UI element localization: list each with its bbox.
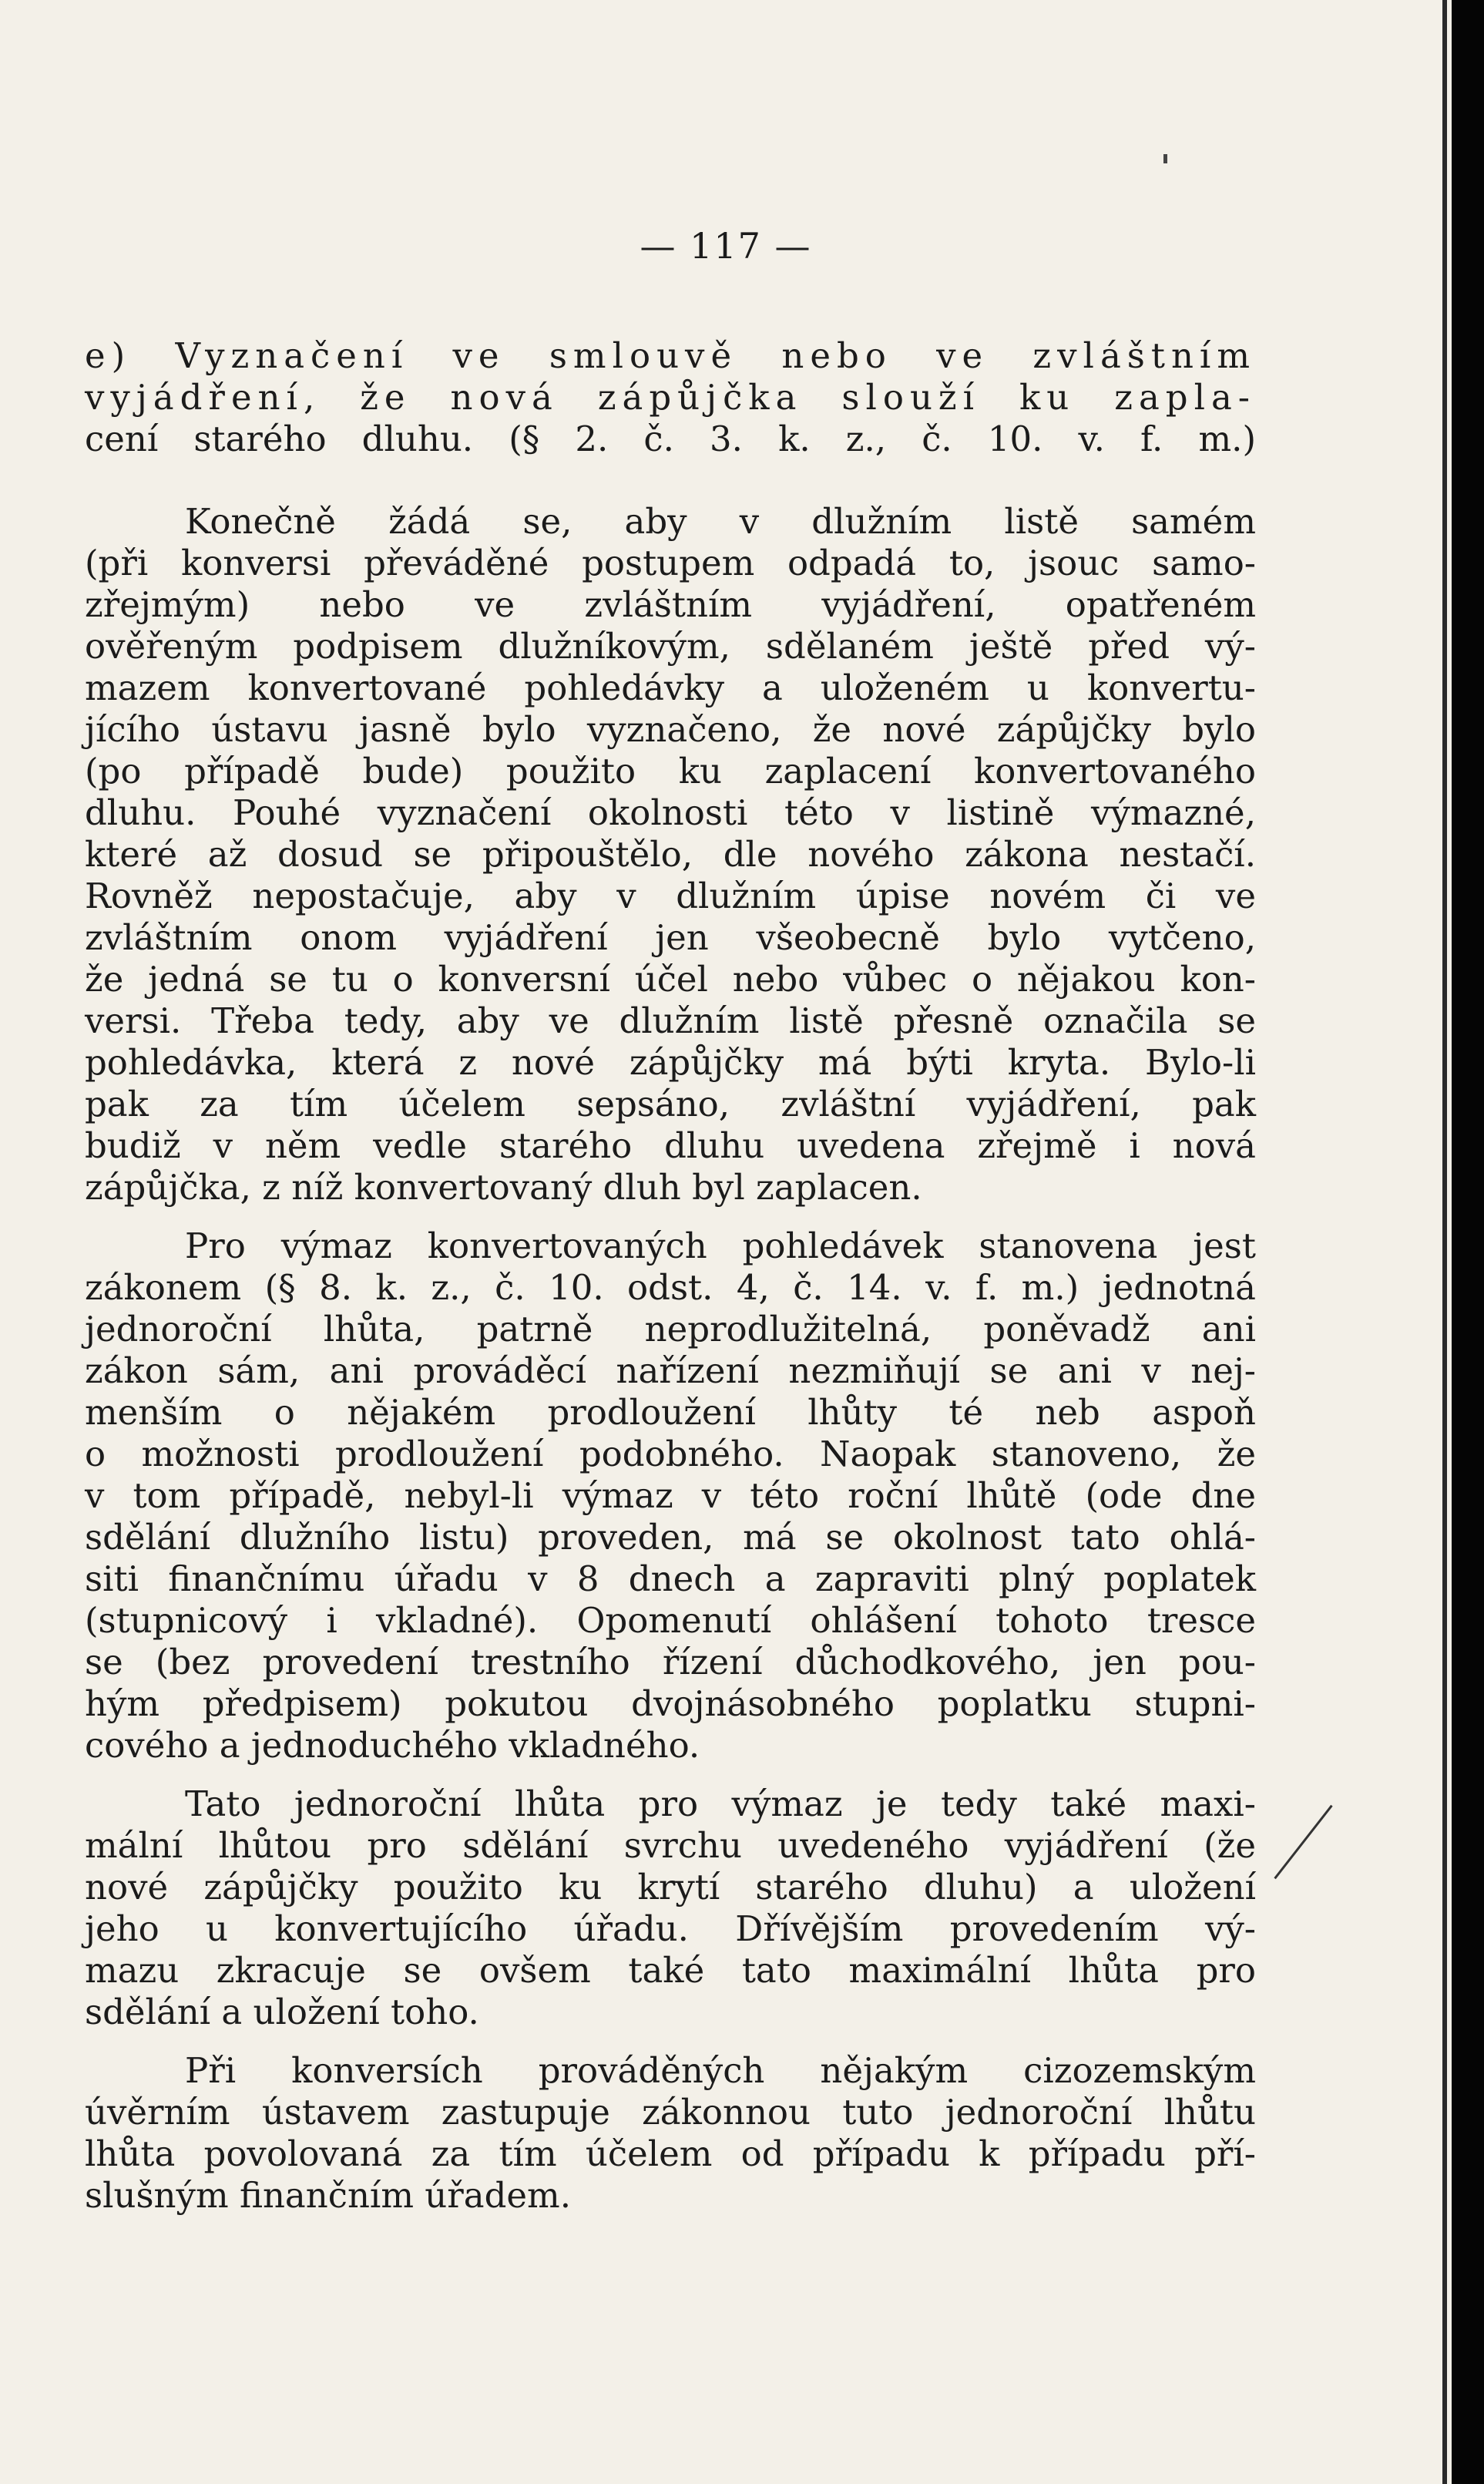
text-line: nové zápůjčky použito ku krytí starého dluhu) a uložení (85, 1867, 1256, 1908)
text-line: lhůta povolovaná za tím účelem od případu k případu pří- (85, 2133, 1256, 2174)
text-line: (stupnicový i vkladné). Opomenutí ohlášení tohoto tresce (85, 1600, 1256, 1641)
text-line: menším o nějakém prodloužení lhůty té neb aspoň (85, 1392, 1256, 1433)
page-edge-shadow (1442, 0, 1447, 2484)
text-line: které až dosud se připouštělo, dle nového zákona nestačí. (85, 834, 1256, 875)
margin-pencil-mark (1274, 1805, 1332, 1879)
text-line: sdělání dlužního listu) proveden, má se okolnost tato ohlá- (85, 1517, 1256, 1558)
page-number: — 117 — (640, 225, 812, 267)
text-line: Tato jednoroční lhůta pro výmaz je tedy také maxi- (185, 1783, 1256, 1824)
text-line: o možnosti prodloužení podobného. Naopak stanoveno, že (85, 1434, 1256, 1474)
text-line: zápůjčka, z níž konvertovaný dluh byl zaplacen. (85, 1167, 922, 1208)
text-line: Pro výmaz konvertovaných pohledávek stanovena jest (185, 1225, 1256, 1266)
scan-border (1452, 0, 1484, 2484)
text-line: dluhu. Pouhé vyznačení okolnosti této v listině výmazné, (85, 792, 1256, 833)
text-line: e) Vyznačení ve smlouvě nebo ve zvláštním (85, 335, 1256, 376)
text-line: Rovněž nepostačuje, aby v dlužním úpise novém či ve (85, 876, 1256, 916)
text-line: zřejmým) nebo ve zvláštním vyjádření, opatřeném (85, 584, 1256, 625)
text-line: že jedná se tu o konversní účel nebo vůbec o nějakou kon- (85, 959, 1256, 1000)
text-line: hým předpisem) pokutou dvojnásobného poplatku stupni- (85, 1683, 1256, 1724)
text-line: cení starého dluhu. (§ 2. č. 3. k. z., č. 10. v. f. m.) (85, 418, 1256, 459)
text-line: (při konversi převáděné postupem odpadá to, jsouc samo- (85, 543, 1256, 583)
text-line: mální lhůtou pro sdělání svrchu uvedeného vyjádření (že (85, 1825, 1256, 1866)
text-line: versi. Třeba tedy, aby ve dlužním listě přesně označila se (85, 1000, 1256, 1041)
text-line: ověřeným podpisem dlužníkovým, sdělaném ještě před vý- (85, 626, 1256, 667)
text-line: siti finančnímu úřadu v 8 dnech a zapraviti plný poplatek (85, 1558, 1256, 1599)
text-line: Při konversích prováděných nějakým cizozemským (185, 2050, 1256, 2091)
text-line: v tom případě, nebyl-li výmaz v této roční lhůtě (ode dne (85, 1475, 1256, 1516)
text-line: jeho u konvertujícího úřadu. Dřívějším provedením vý- (85, 1908, 1256, 1949)
text-line: jícího ústavu jasně bylo vyznačeno, že nové zápůjčky bylo (85, 709, 1256, 750)
scan-speck (1163, 154, 1167, 163)
text-line: jednoroční lhůta, patrně neprodlužitelná, poněvadž ani (85, 1309, 1256, 1350)
text-line: pohledávka, která z nové zápůjčky má býti kryta. Bylo-li (85, 1042, 1256, 1083)
text-line: zákonem (§ 8. k. z., č. 10. odst. 4, č. 14. v. f. m.) jednotná (85, 1267, 1256, 1308)
text-line: cového a jednoduchého vkladného. (85, 1725, 700, 1766)
text-line: zákon sám, ani prováděcí nařízení nezmiňují se ani v nej- (85, 1350, 1256, 1391)
text-line: mazem konvertované pohledávky a uloženém u konvertu- (85, 667, 1256, 708)
text-line: úvěrním ústavem zastupuje zákonnou tuto jednoroční lhůtu (85, 2092, 1256, 2133)
text-line: budiž v něm vedle starého dluhu uvedena zřejmě i nová (85, 1125, 1256, 1166)
text-line: zvláštním onom vyjádření jen všeobecně bylo vytčeno, (85, 917, 1256, 958)
text-line: mazu zkracuje se ovšem také tato maximální lhůta pro (85, 1950, 1256, 1991)
text-line: (po případě bude) použito ku zaplacení konvertovaného (85, 751, 1256, 792)
text-line: vyjádření, že nová zápůjčka slouží ku zapla- (85, 377, 1256, 418)
text-line: se (bez provedení trestního řízení důchodkového, jen pou- (85, 1642, 1256, 1682)
text-line: Konečně žádá se, aby v dlužním listě samém (185, 501, 1256, 542)
text-line: slušným finančním úřadem. (85, 2175, 572, 2216)
text-line: pak za tím účelem sepsáno, zvláštní vyjádření, pak (85, 1084, 1256, 1124)
text-line: sdělání a uložení toho. (85, 1992, 479, 2032)
